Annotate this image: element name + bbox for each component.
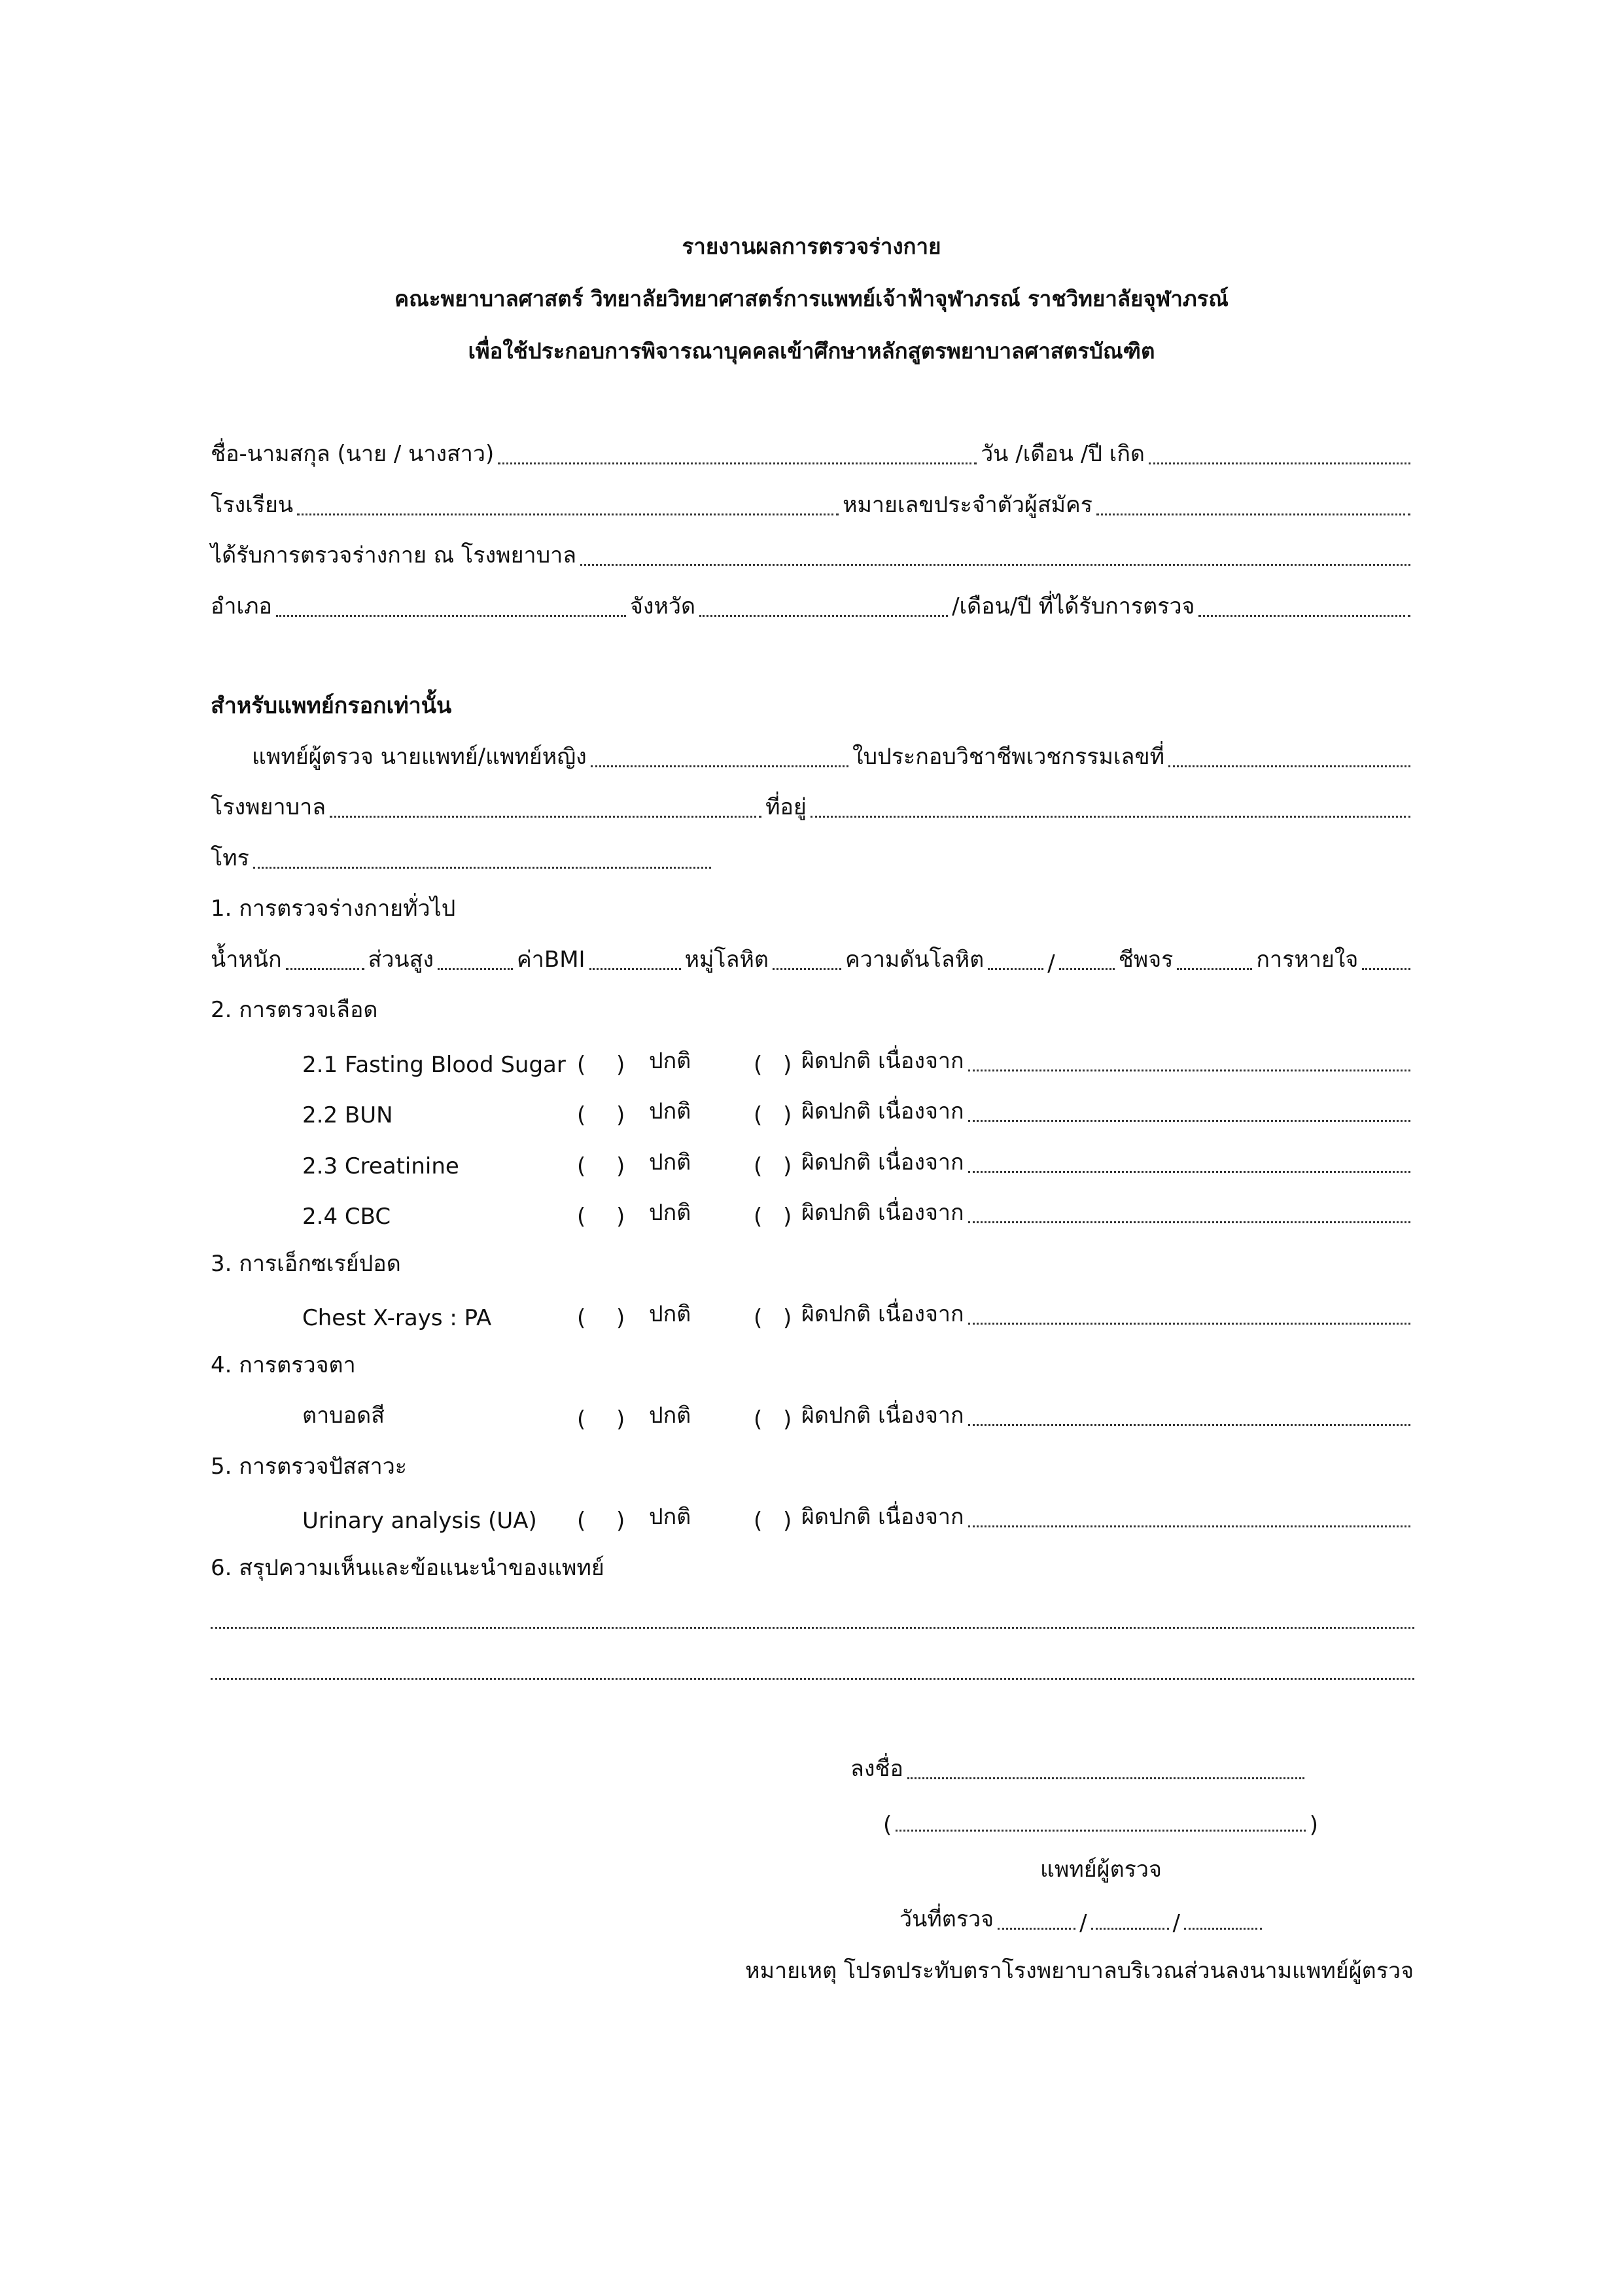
abnormal-option-label: ผิดปกติ เนื่องจาก (801, 1402, 964, 1429)
normal-close-paren: ) (616, 1508, 625, 1534)
normal-open-paren[interactable]: ( (577, 1406, 586, 1433)
province-field[interactable] (699, 615, 948, 617)
school-label: โรงเรียน (211, 492, 294, 518)
vitals-row (211, 937, 1414, 977)
date-separator-2: / (1172, 1910, 1181, 1936)
abnormal-reason-field[interactable] (968, 1171, 1410, 1173)
dob-label: วัน /เดือน /ปี เกิด (981, 441, 1145, 467)
normal-close-paren: ) (616, 1153, 625, 1179)
abnormal-option-label: ผิดปกติ เนื่องจาก (801, 1149, 964, 1175)
normal-open-paren[interactable]: ( (577, 1508, 586, 1534)
resp-label: การหายใจ (1256, 947, 1359, 973)
normal-option-label: ปกติ (649, 1149, 691, 1175)
license-field[interactable] (1168, 765, 1410, 767)
phone-field[interactable] (253, 867, 711, 869)
normal-open-paren[interactable]: ( (577, 1204, 586, 1230)
section-urine-title: 5. การตรวจปัสสาวะ (211, 1453, 408, 1480)
phone-label: โทร (211, 845, 249, 871)
applicant-location-row (211, 584, 1414, 623)
abnormal-close-paren: ) (783, 1052, 792, 1078)
weight-field[interactable] (286, 968, 364, 970)
bp-separator: / (1047, 950, 1055, 977)
exam-date-field[interactable] (1198, 615, 1410, 617)
signature-open-paren: ( (883, 1812, 892, 1838)
license-label: ใบประกอบวิชาชีพเวชกรรมเลขที่ (852, 744, 1164, 770)
signature-label: ลงชื่อ (850, 1756, 903, 1782)
normal-open-paren[interactable]: ( (577, 1153, 586, 1179)
doctor-hospital-field[interactable] (330, 816, 761, 818)
abnormal-close-paren: ) (783, 1406, 792, 1433)
normal-close-paren: ) (616, 1406, 625, 1433)
signature-close-paren: ) (1309, 1812, 1318, 1838)
normal-open-paren[interactable]: ( (577, 1102, 586, 1128)
bp-systolic-field[interactable] (988, 968, 1043, 970)
doctor-phone-row (211, 836, 1414, 875)
address-field[interactable] (811, 816, 1410, 818)
abnormal-close-paren: ) (783, 1508, 792, 1534)
exam-date-sign-label: วันที่ตรวจ (899, 1906, 994, 1932)
exam-item-label: ตาบอดสี (302, 1402, 385, 1429)
signature-field[interactable] (907, 1777, 1304, 1779)
exam-item-label: Urinary analysis (UA) (302, 1508, 537, 1534)
footnote: หมายเหตุ โปรดประทับตราโรงพยาบาลบริเวณส่วนลงนามแพทย์ผู้ตรวจ (745, 1958, 1414, 1984)
doctor-hospital-label: โรงพยาบาล (211, 794, 326, 820)
abnormal-reason-field[interactable] (968, 1424, 1410, 1426)
exam-year-field[interactable] (1184, 1928, 1262, 1930)
applicant-name-row (211, 432, 1414, 471)
doctor-name-label: แพทย์ผู้ตรวจ นายแพทย์/แพทย์หญิง (252, 744, 587, 770)
abnormal-open-paren[interactable]: ( (754, 1153, 763, 1179)
exam-row-fbs (211, 1039, 1414, 1078)
summary-line-1 (211, 1596, 1414, 1635)
exam-month-field[interactable] (1091, 1928, 1169, 1930)
signature-name-field[interactable] (896, 1830, 1305, 1832)
exam-row-bun (211, 1089, 1414, 1128)
summary-field-1[interactable] (211, 1627, 1414, 1629)
exam-row-cbc (211, 1191, 1414, 1230)
normal-option-label: ปกติ (649, 1098, 691, 1124)
abnormal-option-label: ผิดปกติ เนื่องจาก (801, 1301, 964, 1327)
abnormal-open-paren[interactable]: ( (754, 1305, 763, 1331)
summary-line-2 (211, 1647, 1414, 1686)
signature-role: แพทย์ผู้ตรวจ (1040, 1856, 1162, 1883)
district-label: อำเภอ (211, 593, 272, 619)
pulse-label: ชีพจร (1118, 947, 1174, 973)
applicant-id-field[interactable] (1096, 513, 1410, 515)
normal-option-label: ปกติ (649, 1504, 691, 1530)
section-summary-title: 6. สรุปความเห็นและข้อแนะนำของแพทย์ (211, 1555, 604, 1581)
normal-close-paren: ) (616, 1052, 625, 1078)
institution-name: คณะพยาบาลศาสตร์ วิทยาลัยวิทยาศาสตร์การแพทย์เจ้าฟ้าจุฬาภรณ์ ราชวิทยาลัยจุฬาภรณ์ (394, 286, 1229, 311)
district-field[interactable] (276, 615, 626, 617)
exam-row-color-blind (211, 1393, 1414, 1433)
summary-field-2[interactable] (211, 1678, 1414, 1680)
doctor-name-row (252, 735, 1414, 774)
bmi-field[interactable] (589, 968, 681, 970)
form-purpose: เพื่อใช้ประกอบการพิจารณาบุคคลเข้าศึกษาหลักสูตรพยาบาลศาสตรบัณฑิต (468, 338, 1155, 364)
exam-row-creatinine (211, 1140, 1414, 1179)
bmi-label: ค่าBMI (517, 947, 585, 973)
bp-label: ความดันโลหิต (845, 947, 985, 973)
section-eye-title: 4. การตรวจตา (211, 1352, 356, 1378)
exam-item-label: 2.2 BUN (302, 1102, 393, 1128)
doctor-section-heading: สำหรับแพทย์กรอกเท่านั้น (211, 693, 452, 719)
abnormal-option-label: ผิดปกติ เนื่องจาก (801, 1504, 964, 1530)
name-field[interactable] (498, 462, 977, 464)
abnormal-close-paren: ) (783, 1153, 792, 1179)
normal-option-label: ปกติ (649, 1402, 691, 1429)
pulse-field[interactable] (1177, 968, 1252, 970)
dob-field[interactable] (1149, 462, 1410, 464)
exam-item-label: Chest X-rays : PA (302, 1305, 492, 1331)
exam-row-chest-xray (211, 1292, 1414, 1331)
signature-name-row (883, 1799, 1318, 1838)
normal-open-paren[interactable]: ( (577, 1052, 586, 1078)
exam-date-label: /เดือน/ปี ที่ได้รับการตรวจ (952, 593, 1195, 619)
normal-option-label: ปกติ (649, 1301, 691, 1327)
form-title: รายงานผลการตรวจร่างกาย (682, 234, 941, 259)
exam-hospital-row (211, 533, 1414, 572)
blood-group-field[interactable] (773, 968, 841, 970)
abnormal-close-paren: ) (783, 1305, 792, 1331)
height-field[interactable] (438, 968, 513, 970)
name-label: ชื่อ-นามสกุล (นาย / นางสาว) (211, 441, 495, 467)
abnormal-reason-field[interactable] (968, 1120, 1410, 1122)
province-label: จังหวัด (629, 593, 696, 619)
abnormal-reason-field[interactable] (968, 1525, 1410, 1527)
exam-item-label: 2.3 Creatinine (302, 1153, 459, 1179)
doctor-hospital-row (211, 785, 1414, 824)
abnormal-option-label: ผิดปกติ เนื่องจาก (801, 1200, 964, 1226)
abnormal-option-label: ผิดปกติ เนื่องจาก (801, 1098, 964, 1124)
blood-group-label: หมู่โลหิต (684, 947, 769, 973)
address-label: ที่อยู่ (765, 794, 807, 820)
school-field[interactable] (297, 513, 839, 515)
exam-date-row (899, 1897, 1266, 1936)
abnormal-open-paren[interactable]: ( (754, 1406, 763, 1433)
exam-day-field[interactable] (998, 1928, 1075, 1930)
section-blood-title: 2. การตรวจเลือด (211, 997, 378, 1023)
normal-close-paren: ) (616, 1204, 625, 1230)
applicant-school-row (211, 483, 1414, 522)
abnormal-reason-field[interactable] (968, 1323, 1410, 1325)
doctor-name-field[interactable] (591, 765, 848, 767)
exam-hospital-label: ได้รับการตรวจร่างกาย ณ โรงพยาบาล (211, 542, 577, 568)
height-label: ส่วนสูง (368, 947, 434, 973)
abnormal-reason-field[interactable] (968, 1221, 1410, 1223)
section-xray-title: 3. การเอ็กซเรย์ปอด (211, 1251, 401, 1277)
exam-item-label: 2.1 Fasting Blood Sugar (302, 1052, 566, 1078)
normal-option-label: ปกติ (649, 1200, 691, 1226)
applicant-id-label: หมายเลขประจำตัวผู้สมัคร (843, 492, 1092, 518)
weight-label: น้ำหนัก (211, 947, 282, 973)
abnormal-open-paren[interactable]: ( (754, 1508, 763, 1534)
normal-option-label: ปกติ (649, 1048, 691, 1074)
exam-hospital-field[interactable] (580, 564, 1410, 566)
abnormal-open-paren[interactable]: ( (754, 1102, 763, 1128)
signature-row (850, 1747, 1308, 1786)
abnormal-open-paren[interactable]: ( (754, 1204, 763, 1230)
abnormal-close-paren: ) (783, 1204, 792, 1230)
exam-item-label: 2.4 CBC (302, 1204, 391, 1230)
exam-row-urinalysis (211, 1495, 1414, 1534)
abnormal-reason-field[interactable] (968, 1070, 1410, 1071)
section-general-title: 1. การตรวจร่างกายทั่วไป (211, 896, 456, 922)
normal-open-paren[interactable]: ( (577, 1305, 586, 1331)
normal-close-paren: ) (616, 1102, 625, 1128)
resp-field[interactable] (1362, 968, 1410, 970)
normal-close-paren: ) (616, 1305, 625, 1331)
abnormal-open-paren[interactable]: ( (754, 1052, 763, 1078)
abnormal-option-label: ผิดปกติ เนื่องจาก (801, 1048, 964, 1074)
abnormal-close-paren: ) (783, 1102, 792, 1128)
bp-diastolic-field[interactable] (1059, 968, 1115, 970)
date-separator-1: / (1079, 1910, 1087, 1936)
